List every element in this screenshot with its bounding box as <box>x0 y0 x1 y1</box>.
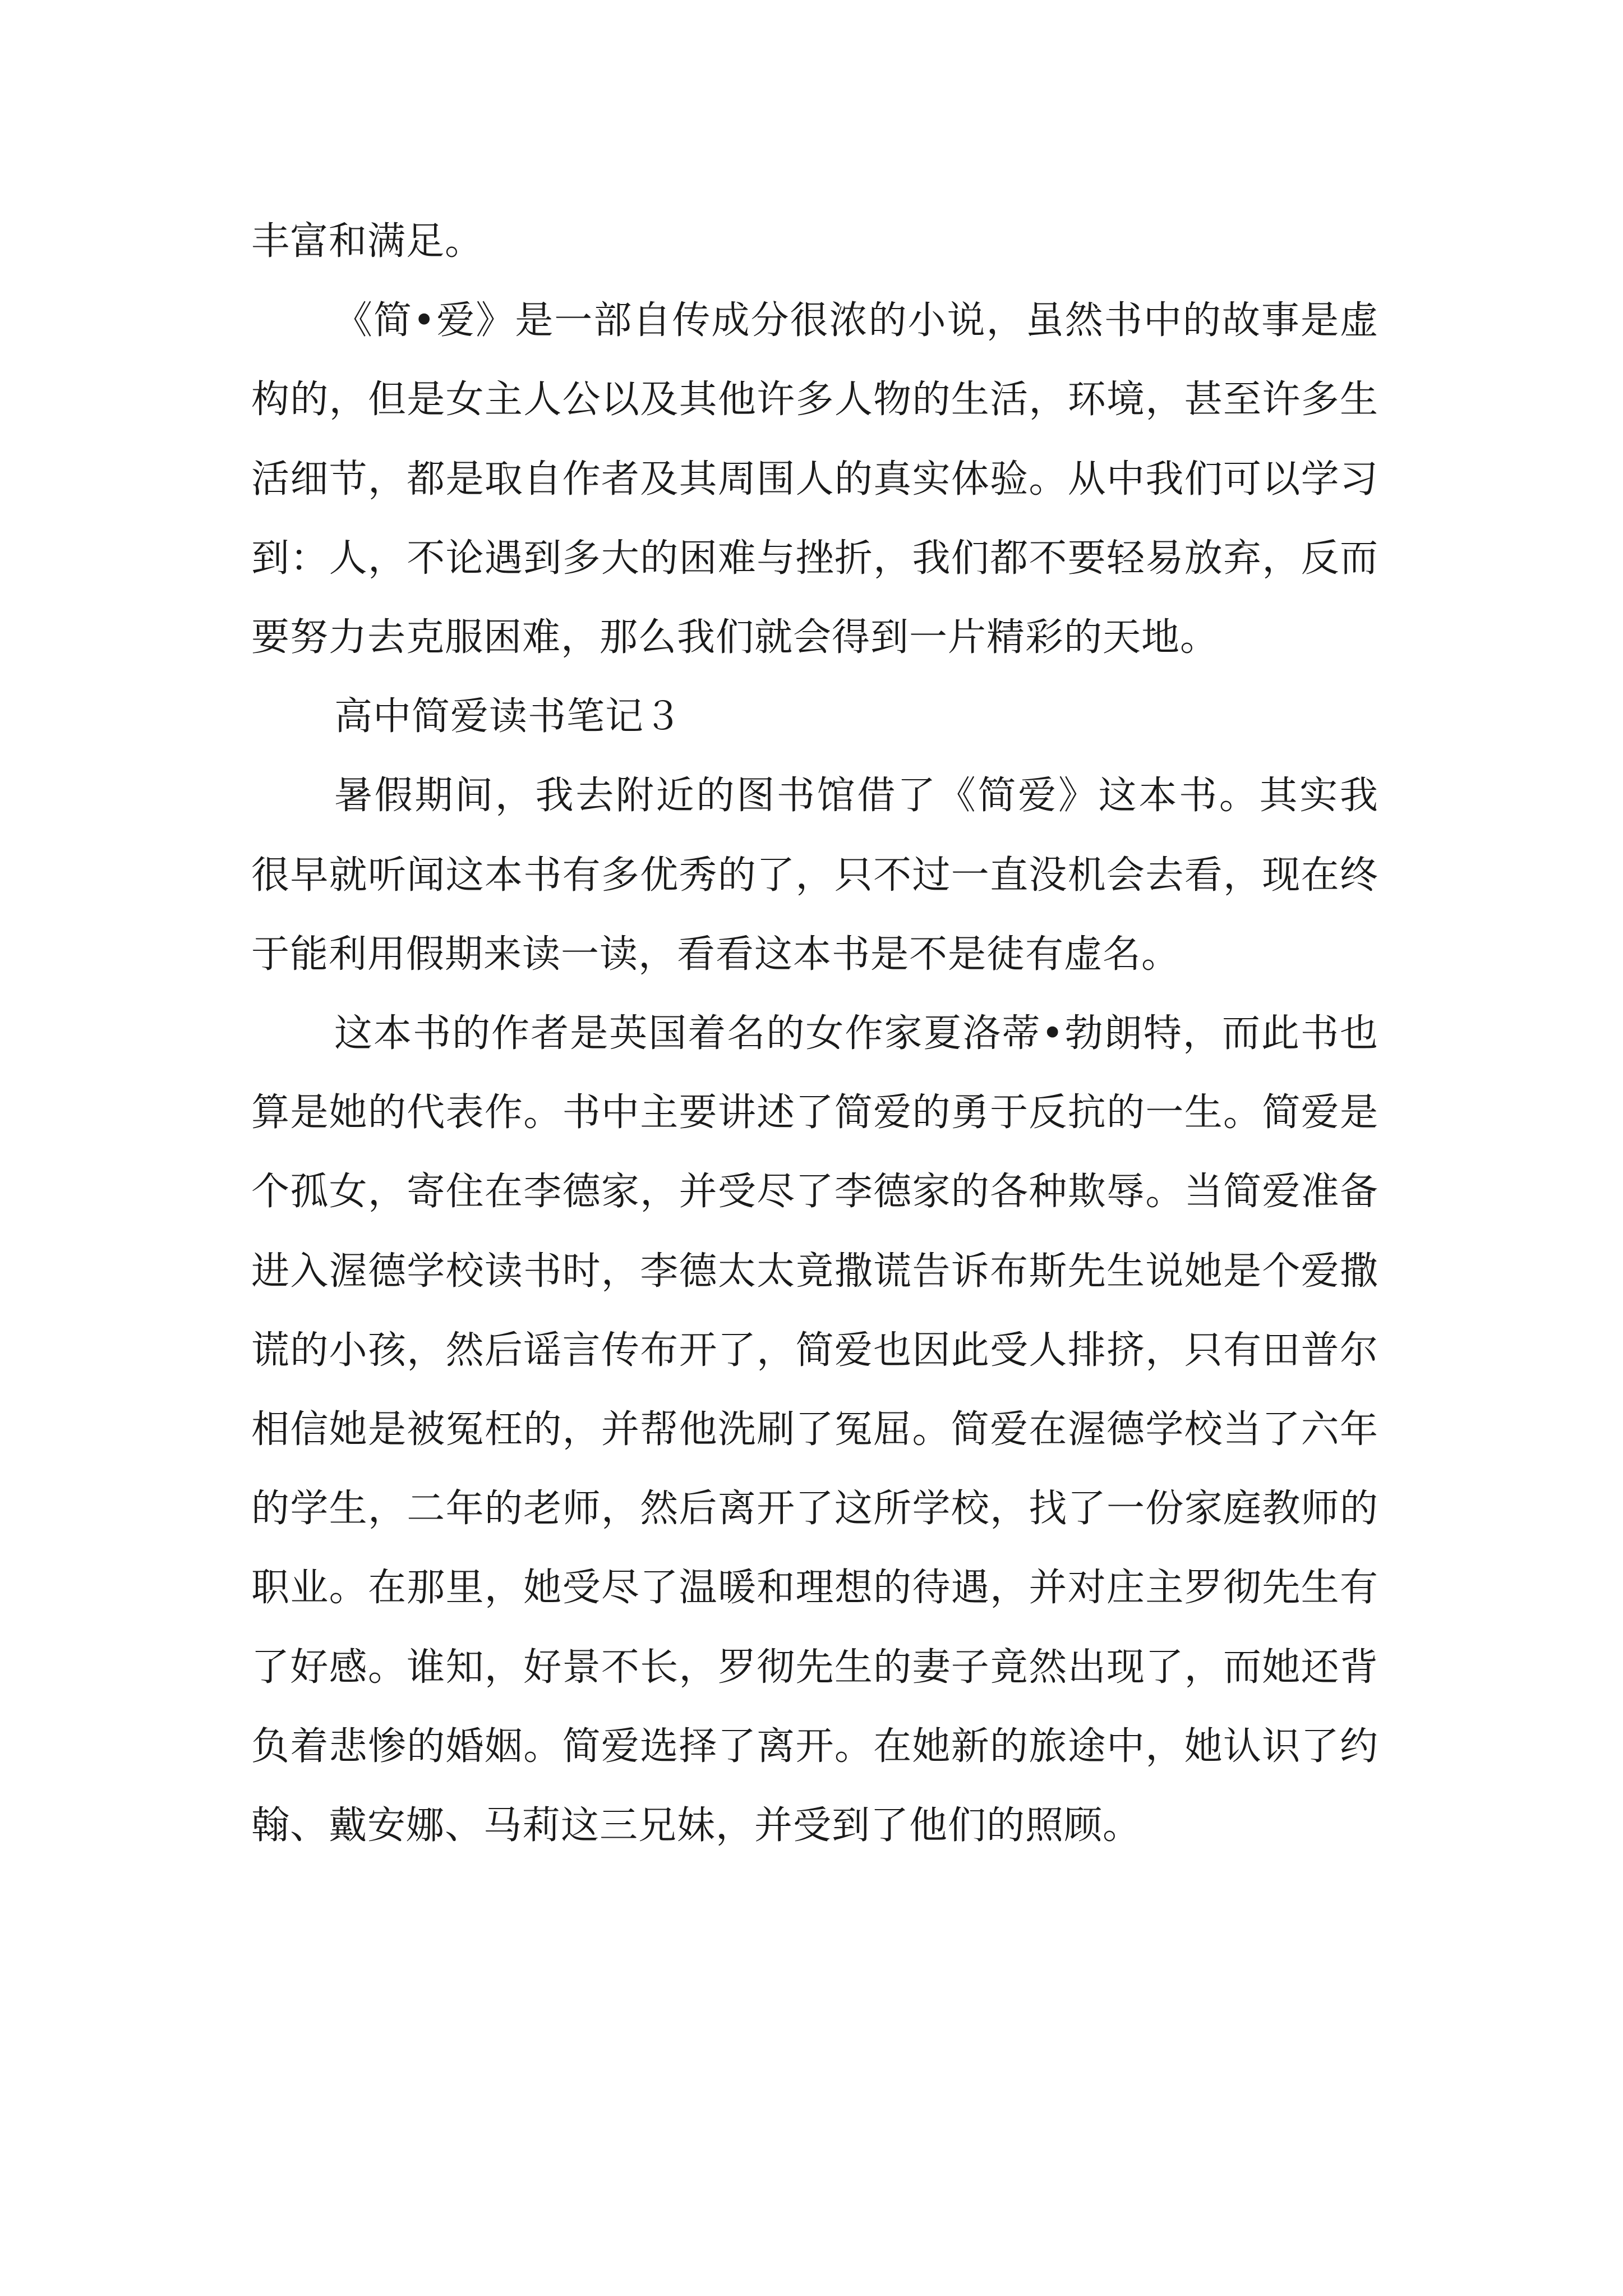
paragraph-jane-eyre-autobiography: 《简•爱》是一部自传成分很浓的小说，虽然书中的故事是虚构的，但是女主人公以及其他许多人物的生活，环境，甚至许多生活细节，都是取自作者及其周围人的真实体验。从中我们可以学习到：人，不论遇到多大的困难与挫折，我们都不要轻易放弃，反而要努力去克服困难，那么我们就会得到一片精彩的天地。 <box>251 298 1378 660</box>
paragraph-summer-library: 暑假期间，我去附近的图书馆借了《简爱》这本书。其实我很早就听闻这本书有多优秀的了，只不过一直没机会去看，现在终于能利用假期来读一读，看看这本书是不是徒有虚名。 <box>251 774 1378 977</box>
paragraph-continuation: 丰富和满足。 <box>251 219 484 264</box>
paragraph-author-plot: 这本书的作者是英国着名的女作家夏洛蒂•勃朗特，而此书也算是她的代表作。书中主要讲述了简爱的勇于反抗的一生。简爱是个孤女，寄住在李德家，并受尽了李德家的各种欺辱。当简爱准备进入渥德学校读书时，李德太太竟撒谎告诉布斯先生说她是个爱撒谎的小孩，然后谣言传布开了，简爱也因此受人排挤，只有田普尔相信她是被冤枉的，并帮他洗刷了冤屈。简爱在渥德学校当了六年的学生，二年的老师，然后离开了这所学校，找了一份家庭教师的职业。在那里，她受尽了温暖和理想的待遇，并对庄主罗彻先生有了好感。谁知，好景不长，罗彻先生的妻子竟然出现了，而她还背负着悲惨的婚姻。简爱选择了离开。在她新的旅途中，她认识了约翰、戴安娜、马莉这三兄妹，并受到了他们的照顾。 <box>251 1011 1378 1848</box>
section-heading: 高中简爱读书笔记３ <box>334 694 683 739</box>
body-text <box>251 202 1378 1865</box>
